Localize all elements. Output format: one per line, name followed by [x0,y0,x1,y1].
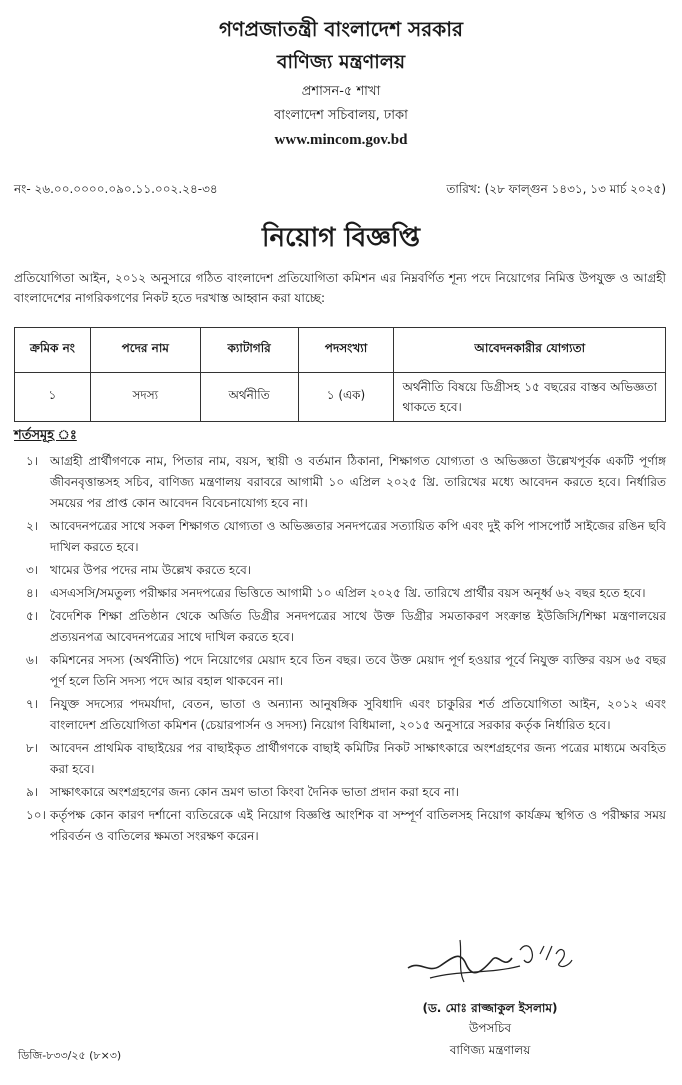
list-item [14,451,666,514]
condition-number: ৩। [26,563,39,577]
condition-number: ৫। [26,609,39,623]
signatory-name: (ড. মোঃ রাজ্জাকুল ইসলাম) [422,1001,558,1015]
list-item [14,782,666,803]
office-address: বাংলাদেশ সচিবালয়, ঢাকা [274,108,408,123]
notice-title: নিয়োগ বিজ্ঞপ্তি [262,223,420,253]
table-header-row [15,328,666,373]
list-item [14,606,666,648]
signatory-ministry: বাণিজ্য মন্ত্রণালয় [449,1043,531,1057]
list-item [14,516,666,558]
list-item [14,560,666,581]
list-item [14,583,666,604]
col-header-post-count: পদসংখ্যা [298,328,394,373]
print-code: ডিজি-৮৩৩/২৫ (৮×৩) [18,1049,122,1062]
list-item [14,694,666,736]
col-header-post-name: পদের নাম [90,328,200,373]
condition-number: ১০। [26,808,46,822]
condition-text: বৈদেশিক শিক্ষা প্রতিষ্ঠান থেকে অর্জিত ডিগ্রীর সনদপত্রের সাথে উক্ত ডিগ্রীর সমতাকরণ সংক্রান্ত ইউজিসি/শিক্ষা মন্ত্রণালয়ের প্রত্যয়নপত্র আবেদনপত্রের সাথে দাখিল করতে হবে। [50,609,666,644]
list-item [14,650,666,692]
condition-number: ১। [26,454,39,468]
conditions-heading: শর্তসমূহ ঃ [14,428,77,443]
list-item [14,738,666,780]
condition-number: ৪। [26,586,39,600]
condition-number: ২। [26,519,39,533]
condition-text: আবেদনপত্রের সাথে সকল শিক্ষাগত যোগ্যতা ও অভিজ্ঞতার সনদপত্রের সত্যায়িত কপি এবং দুই কপি পাসপোর্ট সাইজের রঙিন ছবি দাখিল করতে হবে। [50,519,666,554]
government-name: গণপ্রজাতন্ত্রী বাংলাদেশ সরকার [219,17,463,41]
condition-text: এসএসসি/সমতুল্য পরীক্ষার সনদপত্রের ভিত্তিতে আগামী ১০ এপ্রিল ২০২৫ খ্রি. তারিখে প্রার্থীর বয়স অনূর্ধ্ব ৬২ বছর হতে হবে। [50,586,646,600]
memo-number: নং- ২৬.০০.০০০০.০৯০.১১.০০২.২৪-৩৪ [14,182,218,196]
condition-text: নিযুক্ত সদস্যের পদমর্যাদা, বেতন, ভাতা ও অন্যান্য আনুষঙ্গিক সুবিধাদি এবং চাকুরির শর্ত প্রতিযোগিতা আইন, ২০১২ এবং বাংলাদেশ প্রতিযোগিতা কমিশন (চেয়ারপার্সন ও সদস্য) নিয়োগ বিধিমালা, ২০১৫ অনুসারে সরকার কর্তৃক নির্ধারিত হবে। [50,697,666,732]
cell-post-count: ১ (এক) [298,373,394,422]
conditions-list [14,451,666,847]
table-row [15,373,666,422]
vacancy-table [14,327,666,422]
notice-date: তারিখ: (২৮ ফাল্গুন ১৪৩১, ১৩ মার্চ ২০২৫) [446,182,666,196]
list-item [14,805,666,847]
handwritten-signature [400,930,580,990]
website-link[interactable]: www.mincom.gov.bd [274,132,408,148]
cell-post-name: সদস্য [90,373,200,422]
col-header-qualification: আবেদনকারীর যোগ্যতা [394,328,666,373]
condition-text: আবেদন প্রাথমিক বাছাইয়ের পর বাছাইকৃত প্রার্থীগণকে বাছাই কমিটির নিকট সাক্ষাৎকারে অংশগ্রহণের জন্য পত্রের মাধ্যমে অবহিত করা হবে। [50,741,666,776]
cell-qualification: অর্থনীতি বিষয়ে ডিগ্রীসহ ১৫ বছরের বাস্তব অভিজ্ঞতা থাকতে হবে। [394,373,666,422]
intro-paragraph: প্রতিযোগিতা আইন, ২০১২ অনুসারে গঠিত বাংলাদেশ প্রতিযোগিতা কমিশন এর নিম্নবর্ণিত শূন্য পদে নিয়োগের নিমিত্ত উপযুক্ত ও আগ্রহী বাংলাদেশের নাগরিকগণের নিকট হতে দরখাস্ত আহ্বান করা যাচ্ছে: [14,271,666,305]
cell-serial: ১ [15,373,91,422]
condition-number: ৯। [26,785,39,799]
branch-name: প্রশাসন-৫ শাখা [301,84,381,99]
col-header-category: ক্যাটাগরি [200,328,298,373]
ministry-name: বাণিজ্য মন্ত্রণালয় [276,51,406,73]
conditions-section [14,425,666,849]
condition-number: ৮। [26,741,39,755]
cell-category: অর্থনীতি [200,373,298,422]
condition-number: ৭। [26,697,39,711]
condition-text: সাক্ষাৎকারে অংশগ্রহণের জন্য কোন ভ্রমণ ভাতা কিংবা দৈনিক ভাতা প্রদান করা হবে না। [50,785,459,799]
condition-text: খামের উপর পদের নাম উল্লেখ করতে হবে। [50,563,252,577]
letterhead [0,14,682,150]
signatory-designation: উপসচিব [468,1021,511,1035]
condition-text: কমিশনের সদস্য (অর্থনীতি) পদে নিয়োগের মেয়াদ হবে তিন বছর। তবে উক্ত মেয়াদ পূর্ণ হওয়ার পূর্বে নিযুক্ত ব্যক্তির বয়স ৬৫ বছর পূর্ণ হলে তিনি সদস্য পদে আর বহাল থাকবেন না। [50,653,666,688]
condition-text: কর্তৃপক্ষ কোন কারণ দর্শানো ব্যতিরেকে এই নিয়োগ বিজ্ঞপ্তি আংশিক বা সম্পূর্ণ বাতিলসহ নিয়োগ কার্যক্রম স্থগিত ও পরীক্ষার সময় পরিবর্তন ও বাতিলের ক্ষমতা সংরক্ষণ করেন। [50,808,666,843]
condition-number: ৬। [26,653,39,667]
condition-text: আগ্রহী প্রার্থীগণকে নাম, পিতার নাম, বয়স, স্থায়ী ও বর্তমান ঠিকানা, শিক্ষাগত যোগ্যতা ও অভিজ্ঞতা উল্লেখপূর্বক একটি পূর্ণাঙ্গ জীবনবৃত্তান্তসহ সচিব, বাণিজ্য মন্ত্রণালয় বরাবরে আগামী ১০ এপ্রিল ২০২৫ খ্রি. তারিখের মধ্যে আবেদন করতে হবে। নির্ধারিত সময়ের পর প্রাপ্ত কোন আবেদন বিবেচনাযোগ্য হবে না। [50,454,666,510]
col-header-serial: ক্রমিক নং [15,328,91,373]
